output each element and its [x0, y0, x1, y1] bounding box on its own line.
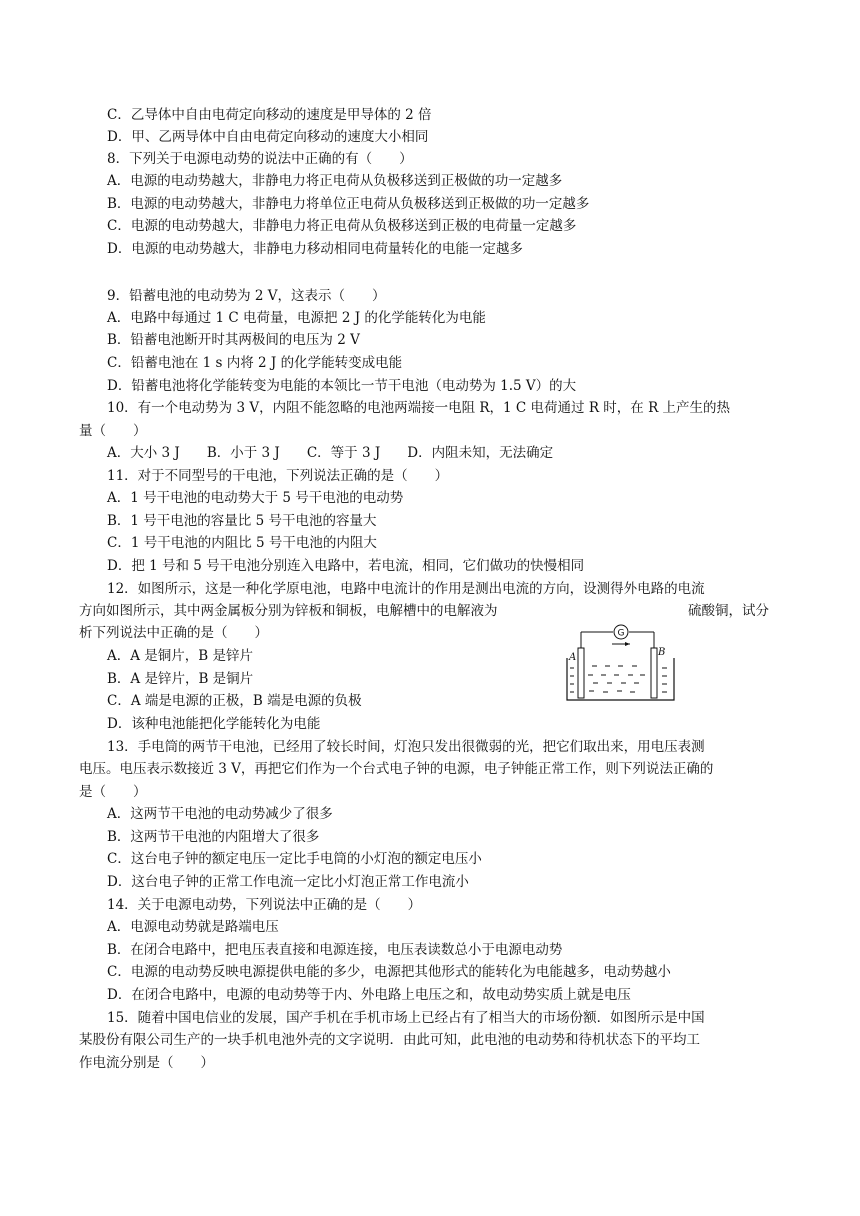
- q13-stem-line2: 电压。电压表示数接近 3 V，再把它们作为一个台式电子钟的电源，电子钟能正常工作，则下列说法正确的: [79, 761, 714, 777]
- q13-option-b: B．这两节干电池的内阻增大了很多: [107, 829, 320, 845]
- q8-option-d: D．电源的电动势越大，非静电力移动相同电荷量转化的电能一定越多: [107, 241, 523, 257]
- q11-option-d: D．把 1 号和 5 号干电池分别连入电路中，若电流，相同，它们做功的快慢相同: [107, 558, 585, 574]
- q12-option-b: B．A 是锌片，B 是铜片: [107, 671, 254, 687]
- q11-option-b: B．1 号干电池的容量比 5 号干电池的容量大: [107, 513, 377, 529]
- q13-option-c: C．这台电子钟的额定电压一定比手电筒的小灯泡的额定电压小: [107, 851, 482, 867]
- q8-stem: 8．下列关于电源电动势的说法中正确的有（ ）: [107, 151, 413, 167]
- q12-option-d: D．该种电池能把化学能转化为电能: [107, 716, 321, 732]
- q14-stem: 14．关于电源电动势，下列说法中正确的是（ ）: [107, 897, 422, 913]
- q15-stem-line1: 15．随着中国电信业的发展，国产手机在手机市场上已经占有了相当大的市场份额．如图所示是中国: [107, 1010, 705, 1026]
- q9-option-b: B．铅蓄电池断开时其两极间的电压为 2 V: [107, 332, 360, 348]
- q14-option-d: D．在闭合电路中，电源的电动势等于内、外电路上电压之和，故电动势实质上就是电压: [107, 987, 631, 1003]
- q8-option-c: C．电源的电动势越大，非静电力将正电荷从负极移送到正极的电荷量一定越多: [107, 218, 577, 234]
- plate-b: [651, 648, 657, 698]
- q13-option-a: A．这两节干电池的电动势减少了很多: [107, 806, 333, 822]
- q11-stem: 11．对于不同型号的干电池，下列说法正确的是（ ）: [107, 468, 449, 484]
- q14-option-a: A．电源电动势就是路端电压: [107, 919, 279, 935]
- q8-option-b: B．电源的电动势越大，非静电力将单位正电荷从负极移送到正极做的功一定越多: [107, 196, 590, 212]
- q8-option-a: A．电源的电动势越大，非静电力将正电荷从负极移送到正极做的功一定越多: [107, 173, 563, 189]
- q12-stem-line2a: 方向如图所示，其中两金属板分别为锌板和铜板，电解槽中的电解液为: [79, 603, 498, 619]
- q13-option-d: D．这台电子钟的正常工作电流一定比小灯泡正常工作电流小: [107, 874, 469, 890]
- q14-option-c: C．电源的电动势反映电源提供电能的多少，电源把其他形式的能转化为电能越多，电动势越小: [107, 964, 671, 980]
- plate-b-label: B: [658, 647, 666, 658]
- q10-stem-line2: 量（ ）: [79, 423, 147, 439]
- galvanic-cell-figure: [560, 622, 682, 702]
- q12-stem-line1: 12．如图所示，这是一种化学原电池，电路中电流计的作用是测出电流的方向，设测得外电路的电流: [107, 581, 705, 597]
- q9-option-d: D．铅蓄电池将化学能转变为电能的本领比一节干电池（电动势为 1.5 V）的大: [107, 378, 577, 394]
- q10-options: A．大小 3 J B．小于 3 J C．等于 3 J D．内阻未知，无法确定: [107, 445, 554, 461]
- q12-stem-line3: 析下列说法中正确的是（ ）: [79, 625, 268, 641]
- q9-stem: 9．铅蓄电池的电动势为 2 V，这表示（ ）: [107, 288, 386, 304]
- q12-option-a: A．A 是铜片，B 是锌片: [107, 648, 254, 664]
- arrowhead-icon: [625, 642, 630, 646]
- q10-stem-line1: 10．有一个电动势为 3 V，内阻不能忽略的电池两端接一电阻 R，1 C 电荷通过 R 时，在 R 上产生的热: [107, 400, 731, 416]
- q15-stem-line2: 某股份有限公司生产的一块手机电池外壳的文字说明．由此可知，此电池的电动势和待机状态下的平均工: [79, 1032, 700, 1048]
- q12-option-c: C．A 端是电源的正极，B 端是电源的负极: [107, 693, 362, 709]
- q7-option-d: D．甲、乙两导体中自由电荷定向移动的速度大小相同: [107, 129, 429, 145]
- q13-stem-line3: 是（ ）: [79, 784, 147, 800]
- q11-option-a: A．1 号干电池的电动势大于 5 号干电池的电动势: [107, 490, 404, 506]
- q9-option-c: C．铅蓄电池在 1 s 内将 2 J 的化学能转变成电能: [107, 355, 403, 371]
- q11-option-c: C．1 号干电池的内阻比 5 号干电池的内阻大: [107, 535, 377, 551]
- meter-label: G: [617, 628, 625, 639]
- q15-stem-line3: 作电流分别是（ ）: [79, 1055, 214, 1071]
- q12-stem-line2b: 硫酸铜，试分: [688, 603, 769, 619]
- q14-option-b: B．在闭合电路中，把电压表直接和电源连接，电压表读数总小于电源电动势: [107, 942, 563, 958]
- q7-option-c: C．乙导体中自由电荷定向移动的速度是甲导体的 2 倍: [107, 107, 432, 123]
- q9-option-a: A．电路中每通过 1 C 电荷量，电源把 2 J 的化学能转化为电能: [107, 310, 486, 326]
- plate-a-label: A: [569, 652, 577, 663]
- plate-a: [578, 648, 584, 698]
- q13-stem-line1: 13．手电筒的两节干电池，已经用了较长时间，灯泡只发出很微弱的光，把它们取出来，用电压表测: [107, 739, 705, 755]
